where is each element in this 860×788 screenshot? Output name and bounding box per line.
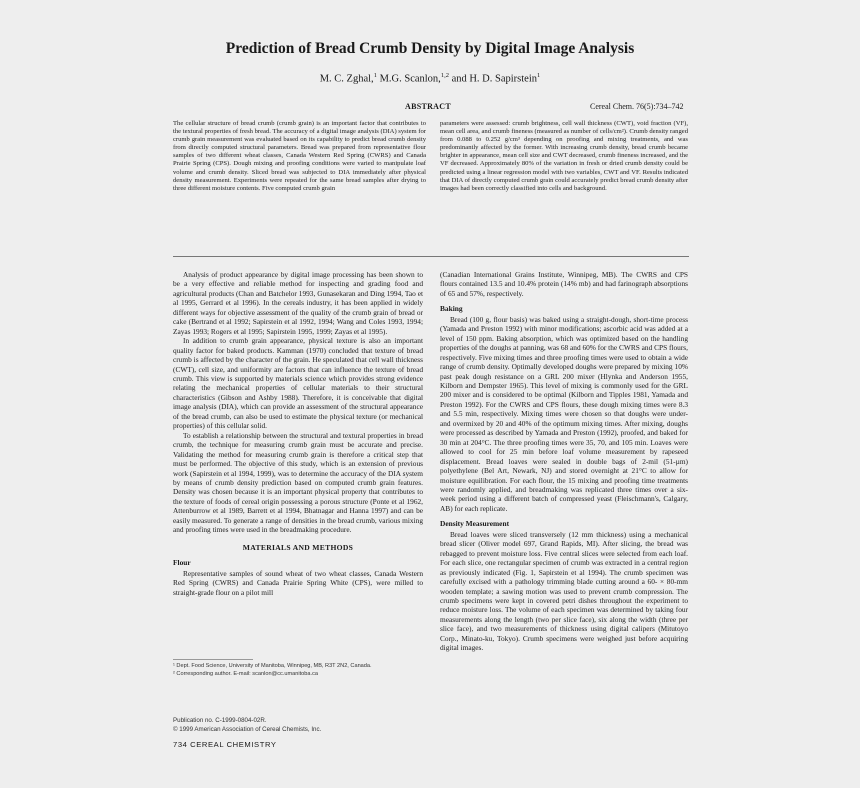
density-heading: Density Measurement: [440, 519, 510, 529]
footnote-affiliation: ¹ Dept. Food Science, University of Manitoba, Winnipeg, MB, R3T 2N2, Canada.: [173, 663, 372, 669]
body-right-column: [440, 270, 688, 740]
author-3: and H. D. Sapirstein: [448, 73, 538, 85]
footnote-divider: [173, 659, 253, 660]
copyright-line: © 1999 American Association of Cereal Chemists, Inc.: [173, 726, 322, 733]
page-footer: 734 CEREAL CHEMISTRY: [173, 740, 277, 749]
flour-heading: Flour: [173, 558, 191, 568]
body-left-column: [173, 270, 423, 658]
author-2: M.G. Scanlon,: [376, 73, 441, 85]
journal-citation: Cereal Chem. 76(5):734–742: [590, 102, 684, 111]
author-1-affiliation: 1: [373, 72, 377, 79]
publication-number: Publication no. C-1999-0804-02R.: [173, 717, 267, 724]
author-line: [0, 72, 860, 85]
footnote-corresponding: ² Corresponding author. E-mail: scanlon@cc.umanitoba.ca: [173, 671, 318, 677]
abstract-right-column: [440, 120, 688, 248]
intro-paragraph-2: In addition to crumb grain appearance, physical texture is also an important quality factor for baked products. Kamman (1970) concluded that texture of bread crumb is affected by the character of the grain. He speculated that cell wall thickness (CWT), cell size, and uniformity are factors that can influence the texture of bread crumb. This view is supported by materials science which provides strong evidence relating the mechanical properties of cellular materials to their structural characteristics (Gibson and Ashby 1988). Therefore, it is conceivable that digital image analysis (DIA), which can provide an assessment of the structural appearance of the bread crumb, can also be used to estimate the physical texture (or mechanical properties) of this cellular solid.: [173, 336, 423, 431]
baking-heading: Baking: [440, 304, 463, 314]
density-paragraph: Bread loaves were sliced transversely (12 mm thickness) using a mechanical bread slicer (Oliver model 697, Grand Rapids, MI). After slicing, the bread was rebagged to prevent moisture loss. Five central slices were selected from each loaf. For each slice, one rectangular specimen of crumb was extracted in a central region as previously indicated (Fig. 1, Sapirstein et al 1994). The crumb specimen was carefully excised with a pathology trimming blade cutting around a 60- × 80-mm wooden template; a sawing motion was used to prevent crumb compression. The crumb specimens were kept in covered petri dishes throughout the experiment to reduce moisture loss. The volume of each specimen was determined by taking four measurements along the length (two per slice face), six along the width (three per slice face), and two measurements of thickness using digital calipers (Mitutoyo Corp., Minato-ku, Tokyo). Crumb specimens were weighed just before acquiring digital images.: [440, 529, 688, 653]
author-2-affiliation: 1,2: [440, 72, 449, 79]
abstract-divider: [173, 256, 689, 257]
intro-paragraph-1: Analysis of product appearance by digital image processing has been shown to be a very effective and reliable method for inspecting and grading food and agricultural products (Chan and Batchelor 1993, Gunasekaran and Ding 1994, Tao et al 1995, Gerrard et al 1996). In the cereals industry, it has been applied in widely different ways for objective assessment of the quality of the crumb grain of bread or cake (Bertrand et al 1992; Sapirstein et al 1992, 1994; Wang and Coles 1993, 1994; Zayas 1993; Rogers et al 1995; Sapirstein 1995, 1999; Zayas et al 1995).: [173, 270, 423, 336]
intro-paragraph-3: To establish a relationship between the structural and textural properties in bread crumb, the technique for measuring crumb grain must be accurate and precise. Validating the method for measuring crumb grain is therefore a critical step that must be performed. The objective of this study, which is an extension of previous work (Sapirstein et al 1994, 1999), was to determine the accuracy of the DIA system by means of crumb density prediction based on computed crumb grain features. Density was chosen because it is an important physical property that contributes to the texture of foods of cereal origin possessing a porous structure (Ponte et al 1962, Attenburrow et al 1989, Barrett et al 1994, Bhatnagar and Hanna 1997) and can be easily measured. To generate a range of densities in the bread crumb, various mixing and proofing times were used in the breadmaking procedure.: [173, 430, 423, 535]
abstract-heading: ABSTRACT: [405, 102, 451, 111]
flour-paragraph: Representative samples of sound wheat of two wheat classes, Canada Western Red Spring (CWRS) and Canada Prairie Spring White (CPS), were milled to straight-grade flour on a pilot mill: [173, 568, 423, 597]
author-1: M. C. Zghal,: [319, 73, 374, 85]
publication-info: [173, 716, 321, 734]
abstract-right-text: parameters were assessed: crumb brightness, cell wall thickness (CWT), void fraction (VF), mean cell area, and crumb fineness (measured as number of cells/cm²). Crumb density ranged from 0.088 to 0.252 g/cm³ depending on proofing and mixing treatments, and was predominantly affected by the former. With increasing crumb density, bread crumb became brighter in appearance, mean cell size and CWT decreased, crumb fineness increased, and the VF decreased. Approximately 80% of the variation in fresh or dried crumb density could be predicted using a linear regression model with two variables, CWT and VF. Results indicated that DIA of directly computed crumb grain could accurately predict bread crumb density after images had been correctly classified into cells and background.: [440, 120, 688, 192]
abstract-left-text: The cellular structure of bread crumb (crumb grain) is an important factor that contributes to the textural properties of fresh bread. The accuracy of a digital image analysis (DIA) system for crumb grain measurement was evaluated based on its capability to predict bread crumb density from directly computed structural parameters. Bread was prepared from representative flour samples of two different wheat classes, Canada Western Red Spring (CWRS) and Canada Prairie Spring (CPS). Dough mixing and proofing conditions were varied to manipulate loaf volume and crumb density. Sliced bread was subjected to DIA immediately after physical density measurement. Experiments were repeated for the same bread samples after drying to three different moisture contents. Five computed crumb grain: [173, 120, 426, 192]
abstract-left-column: [173, 120, 426, 248]
author-3-affiliation: 1: [537, 72, 541, 79]
flour-continued-paragraph: (Canadian International Grains Institute, Winnipeg, MB). The CWRS and CPS flours contained 13.5 and 10.4% protein (14% mb) and had farinograph absorptions of 65 and 57%, respectively.: [440, 270, 688, 298]
baking-paragraph: Bread (100 g, flour basis) was baked using a straight-dough, short-time process (Yamada and Preston 1992) with minor modifications; ascorbic acid was added at a level of 150 ppm. Baking absorption, which was optimized based on the handling properties of the doughs at panning, was 68 and 60% for the CWRS and CPS flours, respectively. Five mixing times and three proofing times were used to obtain a wide range of crumb density. Optimally developed doughs were prepared by mixing 10% past peak dough resistance on a GRL 200 mixer (Hlynka and Anderson 1955, Kilborn and Dempster 1965). This level of mixing is commonly used for the GRL 200 mixer and is considered to be optimal (Kilborn and Tipples 1981, Yamada and Preston 1992). For the CWRS and CPS flours, these dough mixing times were 8.3 and 5.5 min, respectively. Mixing times were chosen so that doughs were under- and overmixed by 20 and 40% of the optimum mixing times. After mixing, doughs were processed as described by Yamada and Preston (1992), proofed, and baked for 30 min at 204°C. The three proofing times were 35, 70, and 105 min. Loaves were allowed to cool for 25 min before loaf volume measurement by rapeseed displacement. Bread loaves were sealed in double bags of 2-mil (51-µm) polyethylene (Bel Art, Newark, NJ) and stored overnight at 21°C to allow for moisture equilibration. For each flour, the 15 mixing and proofing time treatments were randomly applied, and breadmaking was replicated three times over a six-week period using a different batch of compressed yeast (Fleischmann's, Calgary, AB) for each replicate.: [440, 314, 688, 513]
materials-methods-heading: MATERIALS AND METHODS: [242, 542, 354, 552]
paper-title: Prediction of Bread Crumb Density by Digital Image Analysis: [225, 40, 635, 57]
